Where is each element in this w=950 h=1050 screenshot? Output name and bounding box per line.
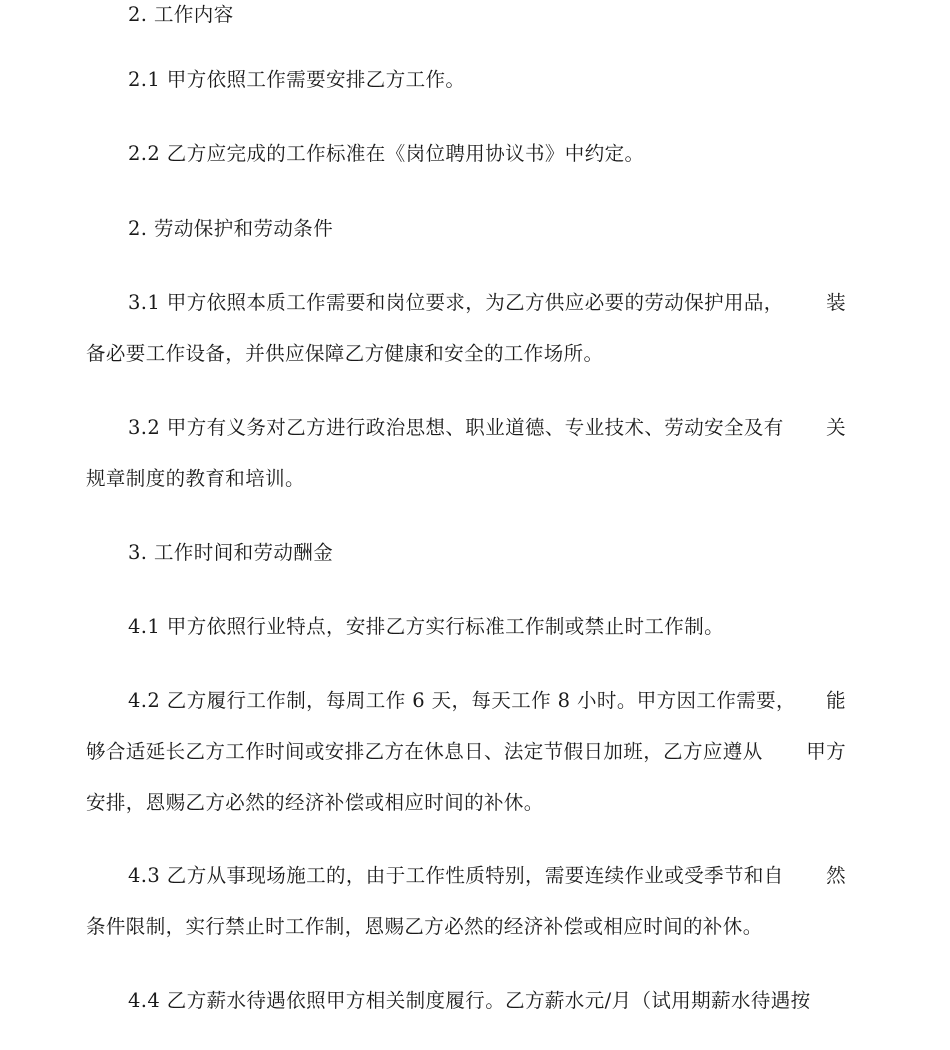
- line-text: 2. 劳动保护和劳动条件: [128, 217, 334, 240]
- line-text: 4.1 甲方依照行业特点，安排乙方实行标准工作制或禁止时工作制。: [128, 615, 725, 638]
- line-text: 2.1 甲方依照工作需要安排乙方工作。: [128, 68, 466, 91]
- paragraph-line: [0, 614, 950, 640]
- section-heading: [0, 2, 950, 28]
- section-heading: [0, 540, 950, 566]
- line-text: 备必要工作设备，并供应保障乙方健康和安全的工作场所。: [86, 342, 604, 365]
- line-text: 安排，恩赐乙方必然的经济补偿或相应时间的补休。: [86, 791, 544, 814]
- line-text: 4.2 乙方履行工作制，每周工作 6 天，每天工作 8 小时。甲方因工作需要，: [128, 689, 796, 712]
- line-text: 够合适延长乙方工作时间或安排乙方在休息日、法定节假日加班，乙方应遵从: [86, 740, 763, 763]
- line-text: 规章制度的教育和培训。: [86, 467, 305, 490]
- section-heading: [0, 216, 950, 242]
- line-text: 4.3 乙方从事现场施工的，由于工作性质特别，需要连续作业或受季节和自: [128, 864, 784, 887]
- line-text: 4.4 乙方薪水待遇依照甲方相关制度履行。乙方薪水元/月（试用期薪水待遇按: [128, 989, 811, 1012]
- line-tail: 装: [826, 291, 846, 314]
- paragraph-line: [0, 290, 950, 316]
- line-tail: 能: [826, 689, 846, 712]
- line-tail: 甲方: [806, 740, 846, 763]
- paragraph-line: [0, 415, 950, 441]
- line-tail: 关: [826, 416, 846, 439]
- line-text: 2.2 乙方应完成的工作标准在《岗位聘用协议书》中约定。: [128, 142, 645, 165]
- paragraph-line: [0, 914, 950, 940]
- line-text: 条件限制，实行禁止时工作制，恩赐乙方必然的经济补偿或相应时间的补休。: [86, 915, 763, 938]
- paragraph-line: [0, 67, 950, 93]
- paragraph-line: [0, 863, 950, 889]
- paragraph-line: [0, 141, 950, 167]
- paragraph-line: [0, 739, 950, 765]
- paragraph-line: [0, 341, 950, 367]
- line-text: 2. 工作内容: [128, 3, 234, 26]
- paragraph-line: [0, 988, 950, 1014]
- paragraph-line: [0, 466, 950, 492]
- line-text: 3. 工作时间和劳动酬金: [128, 541, 334, 564]
- line-text: 3.1 甲方依照本质工作需要和岗位要求，为乙方供应必要的劳动保护用品，: [128, 291, 784, 314]
- paragraph-line: [0, 688, 950, 714]
- line-tail: 然: [826, 864, 846, 887]
- paragraph-line: [0, 790, 950, 816]
- line-text: 3.2 甲方有义务对乙方进行政治思想、职业道德、专业技术、劳动安全及有: [128, 416, 784, 439]
